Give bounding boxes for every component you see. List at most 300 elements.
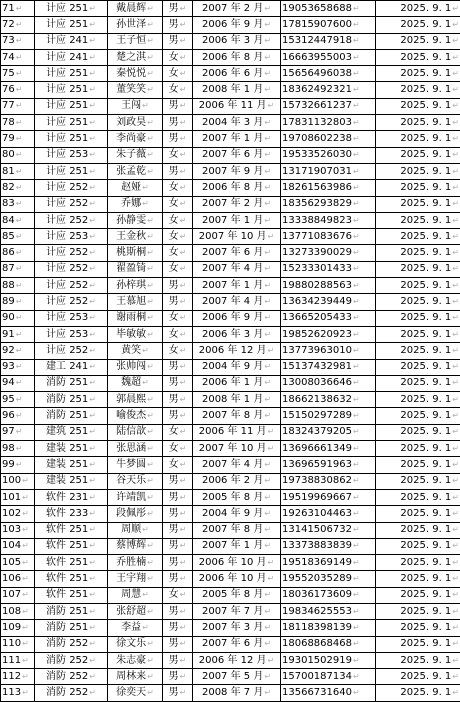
class-cell-text: 计应 241 xyxy=(46,35,88,46)
birth-date-cell xyxy=(193,66,281,82)
row-number-text: 112 xyxy=(2,671,21,682)
birth-date-cell-text: 2007 年 6 月 xyxy=(202,638,263,649)
row-number-text: 81 xyxy=(2,166,15,177)
return-mark-icon: ↵ xyxy=(147,688,154,697)
return-mark-icon: ↵ xyxy=(452,4,459,13)
class-cell xyxy=(35,489,108,505)
return-mark-icon: ↵ xyxy=(180,395,187,404)
birth-date-cell-text: 2006 年 9 月 xyxy=(202,19,263,30)
return-mark-icon: ↵ xyxy=(353,216,360,225)
class-cell xyxy=(35,1,108,17)
return-mark-icon: ↵ xyxy=(16,297,23,306)
table-row xyxy=(1,343,460,359)
phone-cell-text: 18662138632 xyxy=(282,394,352,405)
return-mark-icon: ↵ xyxy=(264,330,271,339)
return-mark-icon: ↵ xyxy=(353,590,360,599)
gender-cell-text: 男 xyxy=(169,377,179,388)
enroll-date-cell xyxy=(376,473,460,489)
gender-cell xyxy=(163,66,193,82)
return-mark-icon: ↵ xyxy=(89,541,96,550)
phone-cell-text: 13273390029 xyxy=(282,247,352,258)
birth-date-cell-text: 2007 年 2 月 xyxy=(202,3,263,14)
enroll-date-cell xyxy=(376,603,460,619)
return-mark-icon: ↵ xyxy=(142,346,149,355)
birth-date-cell xyxy=(193,278,281,294)
student-name-cell xyxy=(108,343,163,359)
birth-date-cell xyxy=(193,424,281,440)
return-mark-icon: ↵ xyxy=(353,378,360,387)
return-mark-icon: ↵ xyxy=(264,509,271,518)
return-mark-icon: ↵ xyxy=(264,248,271,257)
table-row xyxy=(1,261,460,277)
phone-cell xyxy=(281,620,376,636)
return-mark-icon: ↵ xyxy=(264,525,271,534)
birth-date-cell-text: 2006 年 12 月 xyxy=(199,345,267,356)
return-mark-icon: ↵ xyxy=(268,656,275,665)
row-number-text: 109 xyxy=(2,622,21,633)
enroll-date-cell xyxy=(376,33,460,49)
birth-date-cell xyxy=(193,294,281,310)
birth-date-cell xyxy=(193,212,281,228)
row-number xyxy=(1,98,35,114)
class-cell xyxy=(35,180,108,196)
birth-date-cell-text: 2006 年 10 月 xyxy=(199,557,267,568)
birth-date-cell-text: 2004 年 9 月 xyxy=(202,508,263,519)
enroll-date-cell-text: 2025. 9. 1 xyxy=(400,573,451,584)
return-mark-icon: ↵ xyxy=(452,656,459,665)
gender-cell xyxy=(163,685,193,701)
return-mark-icon: ↵ xyxy=(452,509,459,518)
student-name-cell-text: 赵娅 xyxy=(121,182,141,193)
return-mark-icon: ↵ xyxy=(180,525,187,534)
birth-date-cell xyxy=(193,147,281,163)
return-mark-icon: ↵ xyxy=(16,362,23,371)
enroll-date-cell xyxy=(376,261,460,277)
gender-cell-text: 女 xyxy=(169,182,179,193)
row-number xyxy=(1,587,35,603)
phone-cell-text: 17831132803 xyxy=(282,117,352,128)
return-mark-icon: ↵ xyxy=(180,183,187,192)
return-mark-icon: ↵ xyxy=(180,656,187,665)
class-cell-text: 软件 231 xyxy=(46,492,88,503)
birth-date-cell-text: 2007 年 10 月 xyxy=(199,443,267,454)
row-number xyxy=(1,49,35,65)
birth-date-cell xyxy=(193,473,281,489)
student-name-cell-text: 陆信歆 xyxy=(116,426,146,437)
return-mark-icon: ↵ xyxy=(353,509,360,518)
phone-cell-text: 13634239449 xyxy=(282,296,352,307)
return-mark-icon: ↵ xyxy=(264,362,271,371)
student-name-cell-text: 徐奕天 xyxy=(116,687,146,698)
return-mark-icon: ↵ xyxy=(89,53,96,62)
gender-cell-text: 男 xyxy=(169,117,179,128)
return-mark-icon: ↵ xyxy=(264,460,271,469)
return-mark-icon: ↵ xyxy=(180,232,187,241)
return-mark-icon: ↵ xyxy=(180,101,187,110)
return-mark-icon: ↵ xyxy=(180,493,187,502)
phone-cell xyxy=(281,652,376,668)
phone-cell-text: 13566731640 xyxy=(282,687,352,698)
return-mark-icon: ↵ xyxy=(147,574,154,583)
return-mark-icon: ↵ xyxy=(180,509,187,518)
phone-cell-text: 18036173609 xyxy=(282,589,352,600)
student-name-cell xyxy=(108,180,163,196)
enroll-date-cell xyxy=(376,147,460,163)
enroll-date-cell-text: 2025. 9. 1 xyxy=(400,182,451,193)
return-mark-icon: ↵ xyxy=(22,541,29,550)
row-number xyxy=(1,538,35,554)
return-mark-icon: ↵ xyxy=(353,150,360,159)
return-mark-icon: ↵ xyxy=(147,672,154,681)
class-cell xyxy=(35,375,108,391)
return-mark-icon: ↵ xyxy=(264,411,271,420)
enroll-date-cell-text: 2025. 9. 1 xyxy=(400,540,451,551)
return-mark-icon: ↵ xyxy=(89,607,96,616)
enroll-date-cell-text: 2025. 9. 1 xyxy=(400,426,451,437)
enroll-date-cell-text: 2025. 9. 1 xyxy=(400,84,451,95)
class-cell-text: 计应 253 xyxy=(46,329,88,340)
phone-cell xyxy=(281,294,376,310)
row-number xyxy=(1,17,35,33)
return-mark-icon: ↵ xyxy=(89,101,96,110)
phone-cell xyxy=(281,147,376,163)
student-name-cell xyxy=(108,115,163,131)
student-name-cell-text: 孙世泽 xyxy=(116,19,146,30)
gender-cell xyxy=(163,245,193,261)
student-name-cell-text: 朱志豪 xyxy=(116,655,146,666)
phone-cell xyxy=(281,457,376,473)
phone-cell xyxy=(281,82,376,98)
birth-date-cell xyxy=(193,603,281,619)
table-row xyxy=(1,1,460,17)
return-mark-icon: ↵ xyxy=(180,150,187,159)
class-cell-text: 计应 241 xyxy=(46,52,88,63)
row-number-text: 100 xyxy=(2,475,21,486)
class-cell-text: 软件 251 xyxy=(46,573,88,584)
enroll-date-cell xyxy=(376,343,460,359)
return-mark-icon: ↵ xyxy=(180,623,187,632)
birth-date-cell-text: 2007 年 3 月 xyxy=(202,622,263,633)
return-mark-icon: ↵ xyxy=(22,639,29,648)
return-mark-icon: ↵ xyxy=(16,199,23,208)
student-name-cell xyxy=(108,587,163,603)
return-mark-icon: ↵ xyxy=(180,444,187,453)
gender-cell-text: 男 xyxy=(169,133,179,144)
birth-date-cell-text: 2006 年 12 月 xyxy=(199,655,267,666)
return-mark-icon: ↵ xyxy=(353,672,360,681)
birth-date-cell xyxy=(193,457,281,473)
table-row xyxy=(1,603,460,619)
return-mark-icon: ↵ xyxy=(22,558,29,567)
return-mark-icon: ↵ xyxy=(353,476,360,485)
return-mark-icon: ↵ xyxy=(147,53,154,62)
enroll-date-cell-text: 2025. 9. 1 xyxy=(400,622,451,633)
student-name-cell xyxy=(108,685,163,701)
class-cell xyxy=(35,131,108,147)
gender-cell-text: 男 xyxy=(169,671,179,682)
gender-cell-text: 男 xyxy=(169,280,179,291)
class-cell xyxy=(35,82,108,98)
row-number-text: 71 xyxy=(2,3,15,14)
phone-cell-text: 13771083676 xyxy=(282,231,352,242)
return-mark-icon: ↵ xyxy=(353,297,360,306)
gender-cell xyxy=(163,457,193,473)
row-number-text: 104 xyxy=(2,540,21,551)
return-mark-icon: ↵ xyxy=(89,509,96,518)
row-number xyxy=(1,457,35,473)
class-cell xyxy=(35,17,108,33)
return-mark-icon: ↵ xyxy=(452,395,459,404)
class-cell-text: 软件 233 xyxy=(46,508,88,519)
row-number xyxy=(1,555,35,571)
class-cell-text: 计应 251 xyxy=(46,84,88,95)
phone-cell xyxy=(281,245,376,261)
gender-cell-text: 男 xyxy=(169,655,179,666)
return-mark-icon: ↵ xyxy=(264,623,271,632)
row-number xyxy=(1,326,35,342)
student-name-cell-text: 谷天乐 xyxy=(116,475,146,486)
phone-cell-text: 15700187134 xyxy=(282,671,352,682)
gender-cell xyxy=(163,571,193,587)
row-number-text: 102 xyxy=(2,508,21,519)
row-number xyxy=(1,245,35,261)
return-mark-icon: ↵ xyxy=(452,150,459,159)
student-name-cell-text: 谢雨桐 xyxy=(116,312,146,323)
return-mark-icon: ↵ xyxy=(452,85,459,94)
table-row xyxy=(1,17,460,33)
return-mark-icon: ↵ xyxy=(180,248,187,257)
phone-cell-text: 16663955003 xyxy=(282,52,352,63)
enroll-date-cell-text: 2025. 9. 1 xyxy=(400,117,451,128)
row-number-text: 72 xyxy=(2,19,15,30)
return-mark-icon: ↵ xyxy=(16,427,23,436)
birth-date-cell-text: 2007 年 4 月 xyxy=(202,459,263,470)
enroll-date-cell xyxy=(376,212,460,228)
return-mark-icon: ↵ xyxy=(22,623,29,632)
return-mark-icon: ↵ xyxy=(180,69,187,78)
return-mark-icon: ↵ xyxy=(147,20,154,29)
phone-cell-text: 18068868468 xyxy=(282,638,352,649)
birth-date-cell xyxy=(193,555,281,571)
class-cell-text: 计应 251 xyxy=(46,133,88,144)
return-mark-icon: ↵ xyxy=(353,167,360,176)
class-cell xyxy=(35,506,108,522)
return-mark-icon: ↵ xyxy=(142,101,149,110)
enroll-date-cell-text: 2025. 9. 1 xyxy=(400,215,451,226)
table-row xyxy=(1,685,460,701)
student-name-cell-text: 朱子薇 xyxy=(116,149,146,160)
enroll-date-cell xyxy=(376,457,460,473)
class-cell-text: 消防 251 xyxy=(46,410,88,421)
class-cell-text: 计应 251 xyxy=(46,68,88,79)
return-mark-icon: ↵ xyxy=(147,4,154,13)
phone-cell-text: 18261563986 xyxy=(282,182,352,193)
gender-cell-text: 女 xyxy=(169,329,179,340)
return-mark-icon: ↵ xyxy=(180,460,187,469)
phone-cell xyxy=(281,571,376,587)
gender-cell-text: 女 xyxy=(169,443,179,454)
row-number xyxy=(1,1,35,17)
return-mark-icon: ↵ xyxy=(264,688,271,697)
return-mark-icon: ↵ xyxy=(452,460,459,469)
enroll-date-cell-text: 2025. 9. 1 xyxy=(400,345,451,356)
table-row xyxy=(1,66,460,82)
gender-cell-text: 男 xyxy=(169,361,179,372)
row-number-text: 103 xyxy=(2,524,21,535)
enroll-date-cell xyxy=(376,375,460,391)
birth-date-cell-text: 2007 年 5 月 xyxy=(202,671,263,682)
return-mark-icon: ↵ xyxy=(89,525,96,534)
student-name-cell-text: 徐文乐 xyxy=(116,638,146,649)
birth-date-cell-text: 2006 年 8 月 xyxy=(202,52,263,63)
return-mark-icon: ↵ xyxy=(353,444,360,453)
class-cell xyxy=(35,98,108,114)
return-mark-icon: ↵ xyxy=(89,20,96,29)
birth-date-cell xyxy=(193,245,281,261)
student-name-cell-text: 孙静雯 xyxy=(116,215,146,226)
enroll-date-cell xyxy=(376,131,460,147)
phone-cell-text: 13171907031 xyxy=(282,166,352,177)
class-cell-text: 计应 252 xyxy=(46,198,88,209)
student-name-cell-text: 王宇翔 xyxy=(116,573,146,584)
return-mark-icon: ↵ xyxy=(22,607,29,616)
enroll-date-cell xyxy=(376,359,460,375)
enroll-date-cell xyxy=(376,652,460,668)
birth-date-cell-text: 2007 年 6 月 xyxy=(202,149,263,160)
return-mark-icon: ↵ xyxy=(452,313,459,322)
row-number-text: 99 xyxy=(2,459,15,470)
return-mark-icon: ↵ xyxy=(452,216,459,225)
row-number-text: 91 xyxy=(2,329,15,340)
student-name-cell xyxy=(108,212,163,228)
row-number-text: 105 xyxy=(2,557,21,568)
row-number xyxy=(1,473,35,489)
phone-cell xyxy=(281,555,376,571)
return-mark-icon: ↵ xyxy=(264,118,271,127)
enroll-date-cell xyxy=(376,620,460,636)
row-number-text: 84 xyxy=(2,215,15,226)
gender-cell xyxy=(163,294,193,310)
gender-cell xyxy=(163,473,193,489)
class-cell xyxy=(35,571,108,587)
return-mark-icon: ↵ xyxy=(264,85,271,94)
class-cell-text: 计应 251 xyxy=(46,3,88,14)
return-mark-icon: ↵ xyxy=(147,69,154,78)
row-number-text: 107 xyxy=(2,589,21,600)
phone-cell xyxy=(281,17,376,33)
birth-date-cell xyxy=(193,326,281,342)
return-mark-icon: ↵ xyxy=(268,558,275,567)
student-name-cell xyxy=(108,245,163,261)
return-mark-icon: ↵ xyxy=(180,672,187,681)
enroll-date-cell-text: 2025. 9. 1 xyxy=(400,35,451,46)
enroll-date-cell xyxy=(376,278,460,294)
return-mark-icon: ↵ xyxy=(264,672,271,681)
table-row xyxy=(1,310,460,326)
enroll-date-cell xyxy=(376,424,460,440)
return-mark-icon: ↵ xyxy=(264,69,271,78)
phone-cell xyxy=(281,310,376,326)
phone-cell xyxy=(281,1,376,17)
gender-cell xyxy=(163,506,193,522)
birth-date-cell xyxy=(193,17,281,33)
enroll-date-cell-text: 2025. 9. 1 xyxy=(400,100,451,111)
enroll-date-cell-text: 2025. 9. 1 xyxy=(400,377,451,388)
birth-date-cell-text: 2008 年 7 月 xyxy=(202,687,263,698)
return-mark-icon: ↵ xyxy=(353,69,360,78)
enroll-date-cell xyxy=(376,587,460,603)
return-mark-icon: ↵ xyxy=(16,101,23,110)
table-row xyxy=(1,669,460,685)
enroll-date-cell-text: 2025. 9. 1 xyxy=(400,133,451,144)
phone-cell xyxy=(281,196,376,212)
class-cell-text: 计应 251 xyxy=(46,19,88,30)
gender-cell xyxy=(163,538,193,554)
gender-cell-text: 男 xyxy=(169,638,179,649)
enroll-date-cell-text: 2025. 9. 1 xyxy=(400,280,451,291)
return-mark-icon: ↵ xyxy=(452,558,459,567)
phone-cell-text: 13773963010 xyxy=(282,345,352,356)
return-mark-icon: ↵ xyxy=(452,134,459,143)
enroll-date-cell xyxy=(376,229,460,245)
phone-cell xyxy=(281,131,376,147)
return-mark-icon: ↵ xyxy=(16,134,23,143)
row-number xyxy=(1,424,35,440)
table-row xyxy=(1,278,460,294)
gender-cell-text: 男 xyxy=(169,557,179,568)
row-number xyxy=(1,147,35,163)
student-name-cell xyxy=(108,392,163,408)
student-name-cell-text: 毕敏敏 xyxy=(116,329,146,340)
phone-cell-text: 13696591963 xyxy=(282,459,352,470)
phone-cell xyxy=(281,424,376,440)
return-mark-icon: ↵ xyxy=(452,639,459,648)
row-number-text: 90 xyxy=(2,312,15,323)
student-name-cell xyxy=(108,196,163,212)
return-mark-icon: ↵ xyxy=(22,590,29,599)
gender-cell-text: 女 xyxy=(169,345,179,356)
student-name-cell-text: 喻俊杰 xyxy=(116,410,146,421)
return-mark-icon: ↵ xyxy=(264,53,271,62)
gender-cell xyxy=(163,375,193,391)
return-mark-icon: ↵ xyxy=(16,346,23,355)
enroll-date-cell xyxy=(376,506,460,522)
class-cell xyxy=(35,229,108,245)
phone-cell xyxy=(281,587,376,603)
return-mark-icon: ↵ xyxy=(353,395,360,404)
enroll-date-cell xyxy=(376,555,460,571)
class-cell-text: 消防 252 xyxy=(46,638,88,649)
birth-date-cell-text: 2007 年 8 月 xyxy=(202,524,263,535)
return-mark-icon: ↵ xyxy=(16,330,23,339)
birth-date-cell xyxy=(193,669,281,685)
class-cell xyxy=(35,196,108,212)
return-mark-icon: ↵ xyxy=(452,541,459,550)
table-row xyxy=(1,392,460,408)
student-name-cell xyxy=(108,457,163,473)
student-name-cell xyxy=(108,571,163,587)
table-row xyxy=(1,245,460,261)
return-mark-icon: ↵ xyxy=(180,199,187,208)
enroll-date-cell-text: 2025. 9. 1 xyxy=(400,687,451,698)
return-mark-icon: ↵ xyxy=(452,427,459,436)
return-mark-icon: ↵ xyxy=(264,20,271,29)
return-mark-icon: ↵ xyxy=(180,118,187,127)
return-mark-icon: ↵ xyxy=(147,232,154,241)
return-mark-icon: ↵ xyxy=(452,297,459,306)
return-mark-icon: ↵ xyxy=(452,20,459,29)
gender-cell xyxy=(163,310,193,326)
